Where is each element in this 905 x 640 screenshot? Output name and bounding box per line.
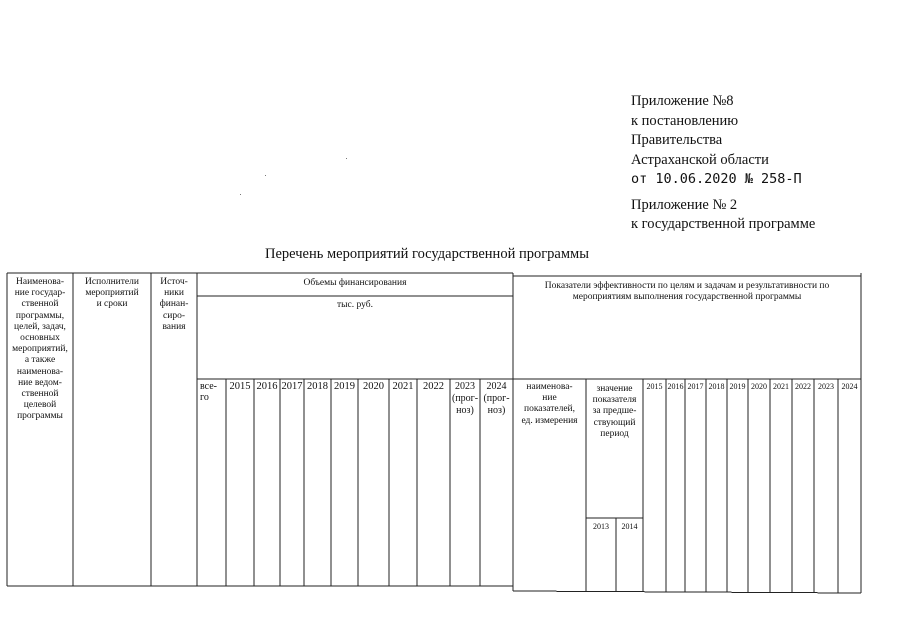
funding-year-2018: 2018: [307, 381, 328, 392]
header-total: все- го: [200, 381, 217, 404]
appendix-8-line-1: Приложение №8: [631, 93, 734, 109]
indicator-year-2022: 2022: [795, 382, 811, 391]
header-efficiency-indicators: Показатели эффективности по целям и задачам и результативности по мероприятиям выполнения государственной программы: [544, 281, 830, 303]
funding-year-2022: 2022: [423, 381, 444, 392]
appendix-8-line-2: к постановлению: [631, 112, 739, 129]
funding-year-2024-forecast: 2024 (прог- ноз): [483, 381, 510, 416]
prev-year-2014: 2014: [621, 522, 638, 531]
funding-year-2015: 2015: [229, 381, 251, 392]
indicator-year-2015: 2015: [646, 382, 663, 391]
funding-year-2023-forecast: 2023 (прог- ноз): [451, 381, 479, 416]
appendix-8-line-3: Правительства: [631, 132, 723, 148]
indicator-year-2020: 2020: [751, 382, 767, 391]
appendix-8-line-4: Астраханской области: [631, 151, 769, 168]
funding-year-2020: 2020: [363, 381, 384, 392]
appendix-8-date-number: от 10.06.2020 № 258-П: [631, 171, 802, 187]
indicator-year-2017: 2017: [687, 382, 704, 391]
indicator-year-2021: 2021: [773, 382, 789, 391]
appendix-2-line-2: к государственной программе: [631, 216, 816, 232]
header-indicator-name: наименова- ние показателей, ед. измерения: [521, 382, 578, 426]
funding-year-2019: 2019: [334, 381, 355, 392]
header-funding-sources: Источ- ники финан- сиро- вания: [159, 277, 189, 332]
header-executors: Исполнители мероприятий и сроки: [85, 277, 139, 310]
header-funding-units: тыс. руб.: [337, 300, 373, 310]
header-program-names: Наименова- ние государ- ственной программы, целей, задач, основных мероприятий, а также наименова- ние ведом- ственной целевой программы: [12, 277, 68, 422]
funding-year-2021: 2021: [392, 381, 414, 392]
appendix-2-line-1: Приложение № 2: [631, 197, 738, 213]
indicator-year-2018: 2018: [708, 382, 725, 391]
indicator-year-2019: 2019: [729, 382, 746, 391]
funding-year-2016: 2016: [256, 381, 278, 392]
funding-year-2017: 2017: [281, 381, 303, 392]
header-funding-volumes: Объемы финансирования: [303, 278, 407, 288]
prev-year-2013: 2013: [593, 522, 609, 531]
header-indicator-prev-value: значение показателя за предше- ствующий период: [592, 384, 637, 439]
document-title: Перечень мероприятий государственной программы: [265, 246, 589, 262]
indicator-year-2016: 2016: [667, 382, 684, 391]
indicator-year-2024: 2024: [841, 382, 858, 391]
grid-line: [513, 591, 861, 593]
indicator-year-2023: 2023: [818, 382, 834, 391]
